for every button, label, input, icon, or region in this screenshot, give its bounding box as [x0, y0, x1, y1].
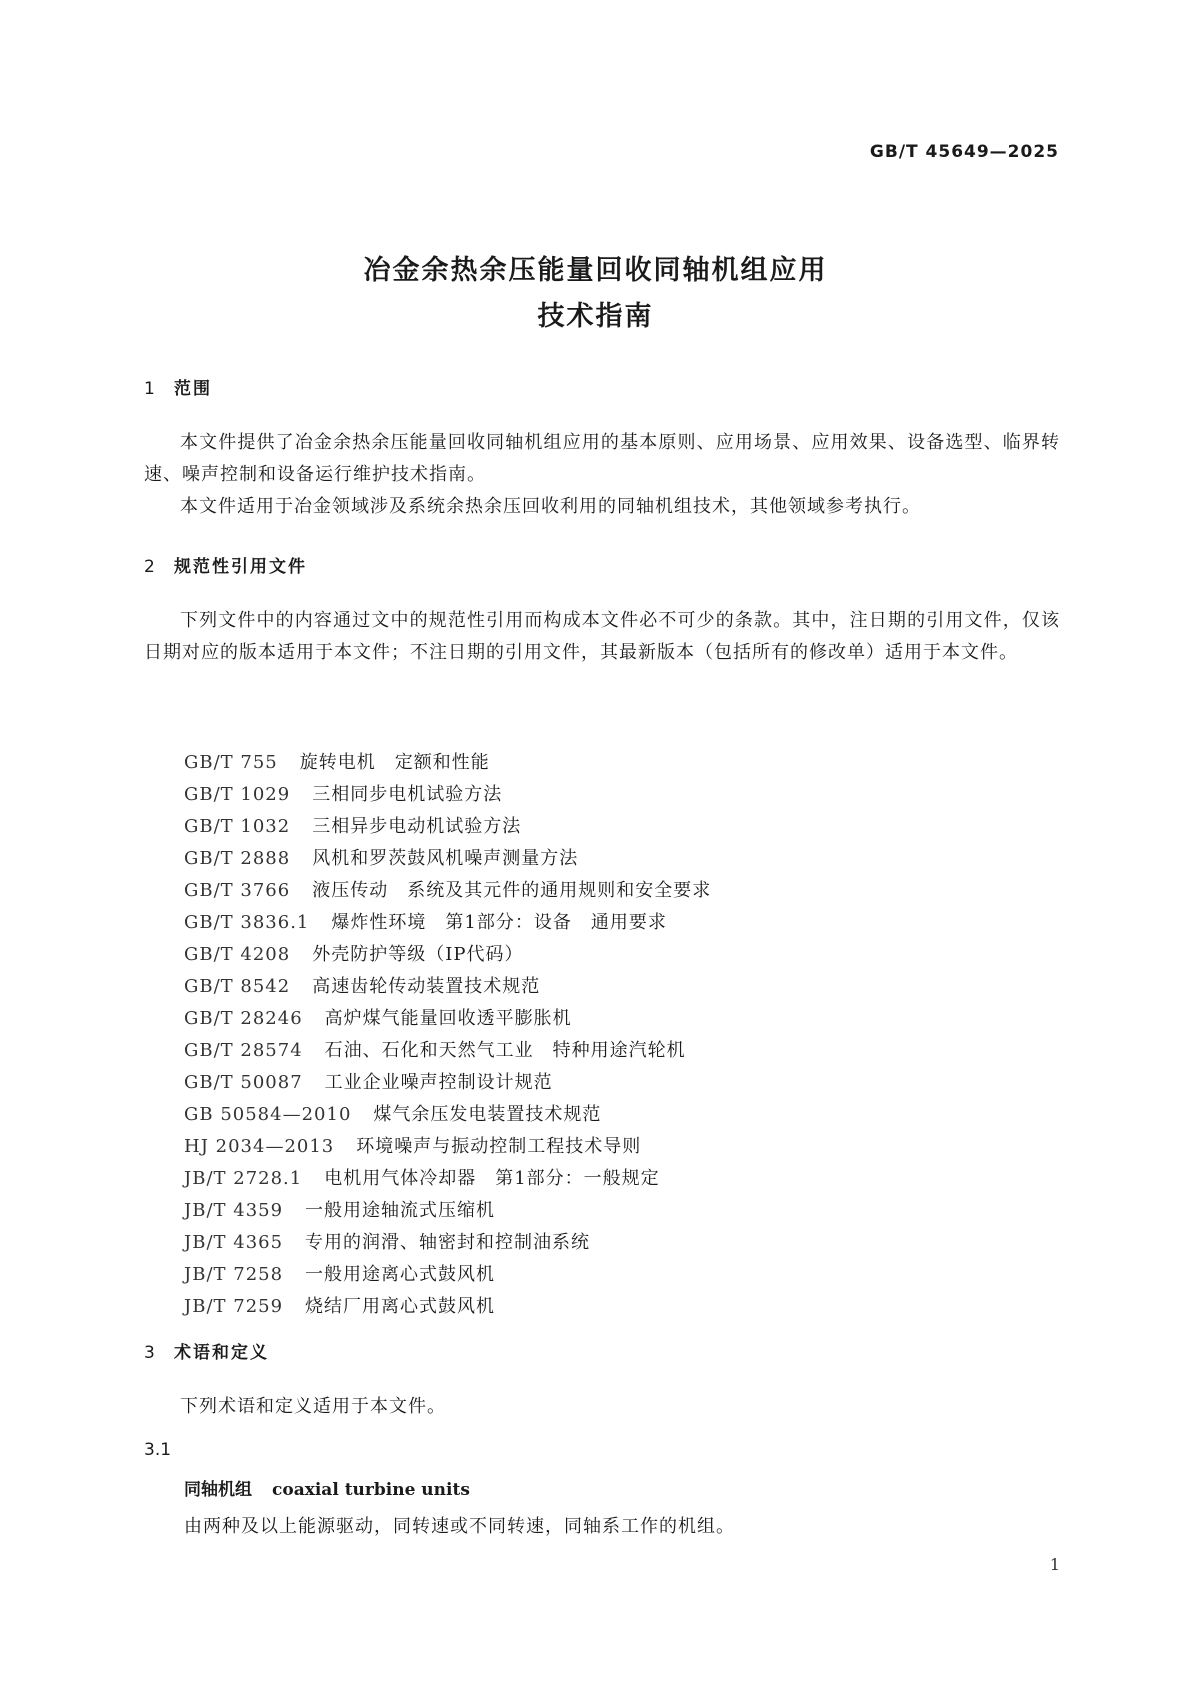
reference-title: 高炉煤气能量回收透平膨胀机	[324, 1008, 572, 1029]
reference-title: 外壳防护等级（IP代码）	[312, 944, 524, 965]
section-heading-terms-definitions	[144, 1338, 269, 1363]
reference-title: 一般用途轴流式压缩机	[305, 1200, 496, 1221]
references-intro: 下列文件中的内容通过文中的规范性引用而构成本文件必不可少的条款。其中，注日期的引用文件，仅该日期对应的版本适用于本文件；不注日期的引用文件，其最新版本（包括所有的修改单）适用于本文件。	[144, 610, 1060, 663]
scope-paragraph-2: 本文件适用于冶金领域涉及系统余热余压回收利用的同轴机组技术，其他领域参考执行。	[180, 496, 921, 517]
reference-item	[184, 907, 711, 939]
document-title-line1: 冶金余热余压能量回收同轴机组应用	[363, 255, 828, 286]
reference-code: GB/T 50087	[184, 1072, 303, 1093]
reference-title: 电机用气体冷却器 第1部分：一般规定	[324, 1168, 660, 1189]
reference-item	[184, 811, 711, 843]
section-title: 术语和定义	[174, 1343, 269, 1363]
reference-title: 风机和罗茨鼓风机噪声测量方法	[312, 848, 579, 869]
document-title-line2: 技术指南	[537, 301, 654, 332]
reference-item	[184, 1067, 711, 1099]
reference-code: GB/T 3766	[184, 880, 291, 901]
reference-item	[184, 1291, 711, 1323]
standard-code: GB/T 45649—2025	[869, 142, 1059, 162]
reference-item	[184, 1099, 711, 1131]
term-number: 3.1	[144, 1440, 172, 1460]
reference-title: 液压传动 系统及其元件的通用规则和安全要求	[312, 880, 712, 901]
reference-item	[184, 1227, 711, 1259]
reference-title: 烧结厂用离心式鼓风机	[305, 1296, 496, 1317]
page-number: 1	[1049, 1555, 1060, 1574]
reference-code: GB/T 4208	[184, 944, 291, 965]
reference-code: GB/T 2888	[184, 848, 291, 869]
section-heading-scope	[144, 374, 212, 399]
reference-item	[184, 1163, 711, 1195]
reference-item	[184, 939, 711, 971]
reference-item	[184, 747, 711, 779]
reference-title: 煤气余压发电装置技术规范	[373, 1104, 602, 1125]
reference-code: GB/T 1029	[184, 784, 291, 805]
reference-item	[184, 875, 711, 907]
reference-item	[184, 1003, 711, 1035]
reference-code: JB/T 7258	[184, 1264, 284, 1285]
term-english: coaxial turbine units	[272, 1480, 470, 1500]
reference-title: 三相异步电动机试验方法	[312, 816, 522, 837]
reference-item	[184, 1035, 711, 1067]
reference-title: 高速齿轮传动装置技术规范	[312, 976, 541, 997]
reference-code: JB/T 4359	[184, 1200, 284, 1221]
reference-title: 爆炸性环境 第1部分：设备 通用要求	[331, 912, 667, 933]
reference-title: 旋转电机 定额和性能	[299, 752, 490, 773]
reference-code: GB/T 755	[184, 752, 278, 773]
reference-item	[184, 779, 711, 811]
reference-code: HJ 2034—2013	[184, 1136, 335, 1157]
reference-item	[184, 1259, 711, 1291]
reference-code: GB 50584—2010	[184, 1104, 352, 1125]
terms-intro: 下列术语和定义适用于本文件。	[180, 1396, 446, 1417]
reference-title: 环境噪声与振动控制工程技术导则	[356, 1136, 642, 1157]
reference-code: JB/T 4365	[184, 1232, 284, 1253]
section-number: 3	[144, 1343, 157, 1363]
section-title: 范围	[174, 379, 212, 399]
reference-title: 石油、石化和天然气工业 特种用途汽轮机	[324, 1040, 686, 1061]
section-number: 2	[144, 557, 157, 577]
reference-code: GB/T 8542	[184, 976, 291, 997]
reference-code: GB/T 1032	[184, 816, 291, 837]
reference-code: JB/T 7259	[184, 1296, 284, 1317]
section-number: 1	[144, 379, 157, 399]
reference-code: GB/T 28246	[184, 1008, 303, 1029]
reference-title: 工业企业噪声控制设计规范	[324, 1072, 553, 1093]
term-heading	[184, 1475, 470, 1500]
section-heading-normative-references	[144, 552, 307, 577]
reference-code: GB/T 3836.1	[184, 912, 310, 933]
reference-title: 三相同步电机试验方法	[312, 784, 503, 805]
reference-title: 一般用途离心式鼓风机	[305, 1264, 496, 1285]
reference-item	[184, 971, 711, 1003]
term-definition: 由两种及以上能源驱动，同转速或不同转速，同轴系工作的机组。	[184, 1516, 735, 1537]
section-title: 规范性引用文件	[174, 557, 307, 577]
scope-paragraph-1: 本文件提供了冶金余热余压能量回收同轴机组应用的基本原则、应用场景、应用效果、设备选型、临界转速、噪声控制和设备运行维护技术指南。	[144, 432, 1060, 485]
reference-list	[184, 747, 711, 1323]
reference-code: GB/T 28574	[184, 1040, 303, 1061]
reference-item	[184, 843, 711, 875]
reference-item	[184, 1131, 711, 1163]
reference-title: 专用的润滑、轴密封和控制油系统	[305, 1232, 591, 1253]
reference-code: JB/T 2728.1	[184, 1168, 303, 1189]
reference-item	[184, 1195, 711, 1227]
term-chinese: 同轴机组	[184, 1480, 252, 1500]
